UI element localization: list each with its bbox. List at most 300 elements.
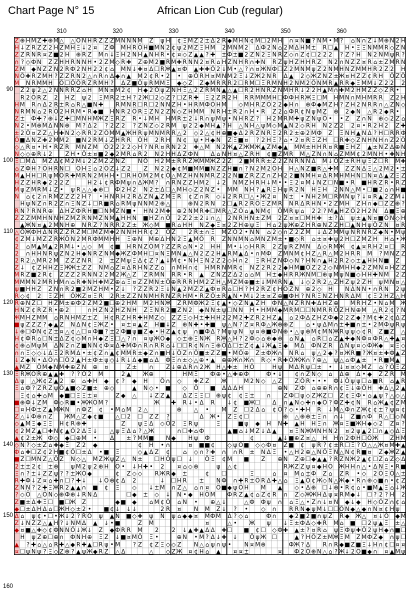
stitch-symbol: ◇ <box>87 244 92 250</box>
stitch-symbol: ⊕ <box>306 287 311 293</box>
stitch-symbol: ◇ <box>132 514 137 520</box>
stitch-symbol: • <box>245 507 248 513</box>
stitch-symbol: ± <box>48 464 53 470</box>
stitch-symbol: ■ <box>98 152 104 158</box>
stitch-symbol: ψ <box>317 117 321 123</box>
stitch-symbol: • <box>301 486 304 492</box>
stitch-symbol: ◇ <box>261 507 266 513</box>
stitch-symbol: ψ <box>256 535 260 541</box>
stitch-symbol: R <box>32 46 36 52</box>
stitch-symbol: ↓ <box>76 492 81 499</box>
stitch-symbol: N <box>15 74 19 80</box>
stitch-symbol: • <box>239 294 242 300</box>
stitch-symbol: ⊕ <box>244 280 249 286</box>
stitch-symbol: M <box>283 209 288 215</box>
stitch-symbol: 2 <box>278 159 282 165</box>
stitch-symbol: Z <box>356 60 360 66</box>
stitch-symbol: 2 <box>351 124 355 130</box>
stitch-symbol: ¢ <box>177 329 181 335</box>
stitch-symbol: ¢ <box>396 500 400 506</box>
stitch-symbol: ■ <box>244 400 250 406</box>
stitch-symbol: 2 <box>205 301 209 307</box>
stitch-symbol: △ <box>143 429 148 435</box>
stitch-symbol: R <box>54 237 58 243</box>
stitch-symbol: 2 <box>127 415 131 421</box>
stitch-symbol: 2 <box>373 53 377 59</box>
stitch-symbol: Ö <box>71 80 76 87</box>
stitch-symbol: Z <box>110 159 114 165</box>
stitch-symbol: Ф <box>76 301 81 307</box>
stitch-symbol: N <box>300 39 304 45</box>
stitch-symbol: M <box>149 202 154 208</box>
stitch-symbol: ✚ <box>356 527 361 534</box>
stitch-symbol: Ф <box>227 53 232 59</box>
stitch-symbol: H <box>323 464 327 470</box>
stitch-symbol: ± <box>82 450 87 456</box>
stitch-symbol: 2 <box>334 259 338 265</box>
stitch-symbol: ■ <box>238 53 244 59</box>
stitch-symbol: ▲ <box>171 67 176 73</box>
stitch-symbol: ◇ <box>306 280 311 286</box>
stitch-symbol: ± <box>334 74 339 80</box>
stitch-symbol: H <box>311 173 315 179</box>
stitch-symbol: ¤ <box>385 266 389 272</box>
stitch-symbol: ◆ <box>199 308 204 314</box>
stitch-symbol: H <box>334 294 338 300</box>
stitch-symbol: N <box>334 180 338 186</box>
stitch-symbol: ⌂ <box>21 514 25 520</box>
stitch-symbol: ☐ <box>227 201 232 208</box>
stitch-symbol: Ö <box>104 477 109 484</box>
stitch-symbol: Z <box>328 514 332 520</box>
stitch-symbol: N <box>356 39 360 45</box>
stitch-symbol: ⌂ <box>49 443 53 449</box>
stitch-symbol: ■ <box>98 415 104 421</box>
stitch-symbol: R <box>233 266 237 272</box>
stitch-symbol: N <box>115 514 119 520</box>
stitch-symbol: ? <box>71 478 74 484</box>
stitch-symbol: R <box>356 450 360 456</box>
stitch-symbol: Z <box>116 209 120 215</box>
stitch-symbol: ψ <box>20 322 24 328</box>
stitch-symbol: Z <box>368 88 372 94</box>
stitch-symbol: ∩ <box>216 542 220 548</box>
stitch-symbol: ▲ <box>379 486 384 492</box>
stitch-symbol: 2 <box>161 124 165 130</box>
stitch-symbol: • <box>155 329 158 335</box>
stitch-symbol: ⌂ <box>166 344 170 350</box>
stitch-symbol: N <box>104 209 108 215</box>
stitch-symbol: 2 <box>323 67 327 73</box>
stitch-symbol: ψ <box>368 223 372 229</box>
stitch-symbol: Z <box>76 443 80 449</box>
stitch-symbol: H <box>82 358 86 364</box>
stitch-symbol: M <box>233 315 238 321</box>
stitch-symbol: ψ <box>278 365 282 371</box>
stitch-symbol: ± <box>70 471 75 477</box>
stitch-symbol: △ <box>367 109 372 115</box>
stitch-symbol: Ж <box>25 230 32 236</box>
stitch-symbol: 2 <box>161 109 165 115</box>
stitch-symbol: ▲ <box>87 542 92 548</box>
stitch-symbol: Z <box>166 109 170 115</box>
stitch-symbol: ▲ <box>390 549 395 555</box>
stitch-symbol: ☐ <box>53 506 58 513</box>
stitch-symbol: ■ <box>132 81 138 87</box>
stitch-symbol: ¢ <box>49 273 53 279</box>
stitch-symbol: R <box>401 244 405 250</box>
stitch-symbol: ¢ <box>401 408 405 414</box>
stitch-symbol: ⌂ <box>301 471 305 477</box>
stitch-symbol: R <box>82 53 86 59</box>
stitch-symbol: Ξ <box>233 138 237 144</box>
stitch-symbol: N <box>87 273 91 279</box>
stitch-symbol: H <box>339 209 343 215</box>
stitch-symbol: 2 <box>289 173 293 179</box>
stitch-symbol: Z <box>65 337 69 343</box>
stitch-symbol: ± <box>311 415 316 421</box>
stitch-symbol: ψ <box>110 457 114 463</box>
stitch-symbol: 2 <box>49 223 53 229</box>
stitch-symbol: Ö <box>390 73 395 80</box>
stitch-symbol: • <box>273 358 276 364</box>
stitch-symbol: R <box>48 280 52 286</box>
stitch-symbol: • <box>295 408 298 414</box>
stitch-symbol: N <box>345 450 349 456</box>
stitch-symbol: N <box>76 60 80 66</box>
stitch-symbol: ◆ <box>121 393 126 399</box>
stitch-symbol: M <box>93 457 98 463</box>
stitch-symbol: ✚ <box>345 336 350 343</box>
stitch-symbol: H <box>401 152 405 158</box>
stitch-symbol: ¢ <box>267 152 271 158</box>
stitch-symbol: R <box>166 145 170 151</box>
stitch-symbol: Ж <box>338 478 345 484</box>
stitch-symbol: Z <box>138 542 142 548</box>
stitch-symbol: Z <box>166 329 170 335</box>
stitch-symbol: ☐ <box>311 52 316 59</box>
stitch-symbol: ◇ <box>188 358 193 364</box>
stitch-symbol: R <box>121 109 125 115</box>
stitch-symbol: ▲ <box>227 294 232 300</box>
stitch-symbol: N <box>59 166 63 172</box>
stitch-symbol: ◆ <box>93 109 98 115</box>
stitch-symbol: 2 <box>373 471 377 477</box>
stitch-symbol: Ф <box>367 535 372 541</box>
stitch-symbol: ◇ <box>356 329 361 335</box>
stitch-symbol: ? <box>362 315 365 321</box>
stitch-symbol: ▲ <box>54 322 59 328</box>
stitch-symbol: ■ <box>361 549 367 555</box>
stitch-symbol: ■ <box>288 436 294 442</box>
stitch-symbol: N <box>323 124 327 130</box>
stitch-symbol: N <box>222 152 226 158</box>
stitch-symbol: ? <box>340 39 343 45</box>
stitch-symbol: ◇ <box>59 400 64 406</box>
stitch-symbol: M <box>121 351 126 357</box>
stitch-symbol: H <box>166 152 170 158</box>
stitch-symbol: Ξ <box>200 259 204 265</box>
stitch-symbol: M <box>76 464 81 470</box>
stitch-symbol: H <box>138 464 142 470</box>
stitch-symbol: ↓ <box>216 179 221 186</box>
stitch-symbol: M <box>339 195 344 201</box>
stitch-symbol: H <box>127 188 131 194</box>
stitch-symbol: N <box>37 209 41 215</box>
stitch-symbol: 2 <box>357 102 361 108</box>
stitch-symbol: 2 <box>121 124 125 130</box>
stitch-symbol: N <box>244 237 248 243</box>
stitch-symbol: Δ <box>239 131 243 137</box>
stitch-symbol: 2 <box>161 152 165 158</box>
stitch-symbol: ■ <box>400 464 406 470</box>
stitch-symbol: ▲ <box>323 457 328 463</box>
stitch-symbol: Z <box>76 230 80 236</box>
stitch-symbol: Ξ <box>211 230 215 236</box>
stitch-symbol: ↓ <box>244 428 249 435</box>
stitch-symbol: 2 <box>161 166 165 172</box>
stitch-symbol: R <box>116 294 120 300</box>
stitch-symbol: ☐ <box>361 172 366 179</box>
stitch-symbol: ± <box>194 216 199 222</box>
stitch-symbol: 2 <box>323 53 327 59</box>
stitch-symbol: Ö <box>334 158 339 165</box>
stitch-symbol: M <box>205 145 210 151</box>
stitch-symbol: ✚ <box>82 541 87 548</box>
stitch-symbol: R <box>390 88 394 94</box>
stitch-symbol: R <box>261 159 265 165</box>
stitch-symbol: 2 <box>284 46 288 52</box>
stitch-symbol: 2 <box>379 244 383 250</box>
stitch-symbol: R <box>233 109 237 115</box>
stitch-symbol: Z <box>384 145 388 151</box>
stitch-symbol: M <box>333 273 338 279</box>
stitch-symbol: M <box>272 280 277 286</box>
stitch-symbol: • <box>110 408 113 414</box>
stitch-symbol: Ф <box>311 471 316 477</box>
stitch-symbol: ± <box>126 436 131 442</box>
stitch-symbol: ψ <box>71 464 75 470</box>
stitch-symbol: ⊕ <box>31 152 36 158</box>
stitch-symbol: ? <box>77 372 80 378</box>
stitch-symbol: ψ <box>104 542 108 548</box>
stitch-symbol: R <box>188 422 192 428</box>
stitch-symbol: ¢ <box>385 507 389 513</box>
stitch-symbol: ◇ <box>15 145 20 151</box>
stitch-symbol: Z <box>379 457 383 463</box>
stitch-symbol: R <box>312 294 316 300</box>
stitch-symbol: Z <box>340 457 344 463</box>
stitch-symbol: Ф <box>311 102 316 108</box>
stitch-symbol: R <box>32 102 36 108</box>
stitch-symbol: 2 <box>306 514 310 520</box>
stitch-symbol: 2 <box>239 109 243 115</box>
stitch-symbol: Ф <box>266 351 271 357</box>
stitch-symbol: Z <box>43 408 47 414</box>
stitch-symbol: ↓ <box>322 506 327 513</box>
stitch-symbol: ψ <box>222 393 226 399</box>
stitch-symbol: ± <box>261 294 266 300</box>
stitch-symbol: H <box>373 259 377 265</box>
stitch-symbol: • <box>256 195 259 201</box>
stitch-symbol: ψ <box>373 528 377 534</box>
stitch-symbol: ◇ <box>177 337 182 343</box>
stitch-symbol: R <box>54 166 58 172</box>
stitch-symbol: Z <box>60 457 64 463</box>
stitch-symbol: H <box>278 166 282 172</box>
stitch-symbol: ◇ <box>194 450 199 456</box>
stitch-symbol: ◇ <box>15 443 20 449</box>
stitch-symbol: ▲ <box>384 173 389 179</box>
stitch-symbol: M <box>25 429 30 435</box>
stitch-symbol: ■ <box>87 102 93 108</box>
stitch-symbol: M <box>328 88 333 94</box>
stitch-symbol: ¢ <box>32 195 36 201</box>
stitch-symbol: ∩ <box>205 230 209 236</box>
stitch-symbol: H <box>379 74 383 80</box>
stitch-symbol: Ö <box>143 158 148 165</box>
stitch-symbol: △ <box>121 457 126 463</box>
stitch-symbol: ? <box>329 457 332 463</box>
stitch-symbol: M <box>121 180 126 186</box>
stitch-symbol: Ф <box>199 429 204 435</box>
stitch-symbol: M <box>283 88 288 94</box>
stitch-symbol: ☐ <box>87 229 92 236</box>
stitch-symbol: △ <box>82 102 87 108</box>
stitch-symbol: M <box>277 124 282 130</box>
stitch-symbol: R <box>200 74 204 80</box>
stitch-symbol: R <box>194 102 198 108</box>
stitch-symbol: Ö <box>54 108 59 115</box>
stitch-symbol: Z <box>200 81 204 87</box>
stitch-symbol: N <box>65 408 69 414</box>
stitch-symbol: ■ <box>305 39 311 45</box>
stitch-symbol: 2 <box>110 124 114 130</box>
stitch-symbol: Ξ <box>362 542 366 548</box>
stitch-symbol: H <box>205 46 209 52</box>
stitch-symbol: Ξ <box>43 422 47 428</box>
stitch-symbol: ✚ <box>255 59 260 66</box>
stitch-symbol: Δ <box>317 244 321 250</box>
stitch-symbol: Ф <box>227 493 232 499</box>
stitch-symbol: Ф <box>266 251 271 257</box>
stitch-symbol: 2 <box>222 173 226 179</box>
stitch-symbol: ↓ <box>311 179 316 186</box>
stitch-symbol: Ф <box>205 436 210 442</box>
stitch-symbol: Ξ <box>54 351 58 357</box>
stitch-symbol: ∩ <box>211 216 215 222</box>
stitch-symbol: Ф <box>70 67 75 73</box>
stitch-symbol: 2 <box>183 287 187 293</box>
stitch-symbol: R <box>340 259 344 265</box>
stitch-symbol: M <box>98 88 103 94</box>
stitch-symbol: M <box>311 131 316 137</box>
stitch-symbol: ¢ <box>99 344 103 350</box>
stitch-symbol: ¢ <box>37 464 41 470</box>
stitch-symbol: M <box>384 53 389 59</box>
stitch-symbol: N <box>31 223 35 229</box>
stitch-symbol: H <box>373 237 377 243</box>
stitch-symbol: △ <box>31 379 36 385</box>
stitch-symbol: ± <box>255 280 260 286</box>
stitch-symbol: Z <box>216 173 220 179</box>
stitch-symbol: N <box>401 145 405 151</box>
stitch-symbol: ■ <box>59 450 65 456</box>
stitch-symbol: M <box>255 39 260 45</box>
stitch-symbol: R <box>396 180 400 186</box>
stitch-symbol: ⌂ <box>385 457 389 463</box>
stitch-symbol: Ж <box>86 549 93 555</box>
stitch-symbol: ↓ <box>132 66 137 73</box>
stitch-symbol: R <box>65 400 69 406</box>
stitch-symbol: ■ <box>378 478 384 484</box>
stitch-symbol: ± <box>266 159 271 165</box>
stitch-symbol: H <box>48 301 52 307</box>
stitch-symbol: R <box>328 344 332 350</box>
stitch-symbol: ☐ <box>37 300 42 307</box>
stitch-symbol: R <box>373 95 377 101</box>
stitch-symbol: ¢ <box>21 337 25 343</box>
stitch-symbol: ◇ <box>300 124 305 130</box>
stitch-symbol: R <box>88 223 92 229</box>
stitch-symbol: ± <box>110 329 115 335</box>
stitch-symbol: ? <box>245 287 248 293</box>
stitch-symbol: ⌂ <box>351 39 355 45</box>
stitch-symbol: M <box>25 109 30 115</box>
stitch-symbol: R <box>317 408 321 414</box>
stitch-symbol: Z <box>144 287 148 293</box>
stitch-symbol: Z <box>76 365 80 371</box>
stitch-symbol: ↓ <box>300 279 305 286</box>
stitch-symbol: Z <box>284 216 288 222</box>
stitch-symbol: ▲ <box>401 386 406 392</box>
stitch-symbol: M <box>98 400 103 406</box>
stitch-symbol: ? <box>122 379 125 385</box>
stitch-symbol: ψ <box>267 500 271 506</box>
stitch-symbol: ◇ <box>267 358 272 364</box>
stitch-symbol: N <box>401 46 405 52</box>
stitch-symbol: ± <box>138 457 143 463</box>
stitch-symbol: M <box>294 145 299 151</box>
stitch-symbol: 2 <box>71 251 75 257</box>
stitch-symbol: M <box>154 244 159 250</box>
stitch-symbol: Ф <box>272 67 277 73</box>
stitch-symbol: ¤ <box>295 216 299 222</box>
stitch-symbol: ↓ <box>132 463 137 470</box>
stitch-symbol: Ö <box>104 144 109 151</box>
stitch-symbol: ψ <box>183 329 187 335</box>
stitch-symbol: ■ <box>221 351 227 357</box>
stitch-symbol: R <box>295 507 299 513</box>
stitch-symbol: ⌂ <box>401 117 405 123</box>
stitch-symbol: R <box>356 478 360 484</box>
stitch-symbol: ◆ <box>317 464 322 470</box>
stitch-symbol: N <box>401 308 405 314</box>
stitch-symbol: • <box>26 124 29 130</box>
stitch-symbol: M <box>328 535 333 541</box>
stitch-symbol: N <box>194 152 198 158</box>
stitch-symbol: Z <box>306 117 310 123</box>
stitch-symbol: ◆ <box>149 329 154 335</box>
stitch-symbol: M <box>401 514 406 520</box>
stitch-symbol: ✚ <box>300 407 305 414</box>
stitch-symbol: 2 <box>228 223 232 229</box>
stitch-symbol: Z <box>26 273 30 279</box>
stitch-symbol: ▲ <box>272 344 277 350</box>
stitch-symbol: ↓ <box>48 187 53 194</box>
stitch-symbol: N <box>199 223 203 229</box>
stitch-symbol: △ <box>328 280 333 286</box>
